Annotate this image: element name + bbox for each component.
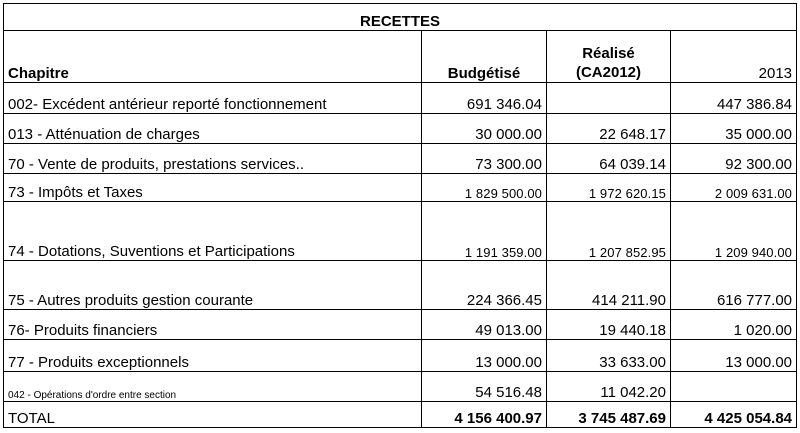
cell-budgetise: 73 300.00 (422, 144, 547, 174)
recettes-table (3, 3, 797, 428)
total-label: TOTAL (4, 402, 422, 428)
table-row (4, 372, 797, 402)
total-realise: 3 745 487.69 (547, 402, 671, 428)
cell-year: 35 000.00 (671, 114, 797, 144)
cell-budgetise: 13 000.00 (422, 340, 547, 372)
row-label: 77 - Produits exceptionnels (4, 340, 422, 372)
cell-budgetise: 49 013.00 (422, 310, 547, 340)
cell-realise: 64 039.14 (547, 144, 671, 174)
cell-year: 92 300.00 (671, 144, 797, 174)
cell-realise: 414 211.90 (547, 261, 671, 310)
cell-budgetise: 691 346.04 (422, 83, 547, 114)
table-title: RECETTES (4, 4, 797, 31)
total-budgetise: 4 156 400.97 (422, 402, 547, 428)
cell-year: 13 000.00 (671, 340, 797, 372)
cell-budgetise: 54 516.48 (422, 372, 547, 402)
cell-budgetise: 1 191 359.00 (422, 202, 547, 261)
total-row (4, 402, 797, 428)
cell-year: 2 009 631.00 (671, 174, 797, 202)
cell-year: 447 386.84 (671, 83, 797, 114)
header-budgetise: Budgétisé (422, 31, 547, 83)
cell-realise: 1 207 852.95 (547, 202, 671, 261)
table-row (4, 114, 797, 144)
cell-year: 616 777.00 (671, 261, 797, 310)
cell-realise: 19 440.18 (547, 310, 671, 340)
header-realise-line1: Réalisé (582, 45, 635, 62)
table-row (4, 340, 797, 372)
cell-year: 1 209 940.00 (671, 202, 797, 261)
table-row (4, 144, 797, 174)
total-year: 4 425 054.84 (671, 402, 797, 428)
header-year: 2013 (671, 31, 797, 83)
cell-realise (547, 83, 671, 114)
header-chapitre: Chapitre (4, 31, 422, 83)
cell-realise: 33 633.00 (547, 340, 671, 372)
table-row (4, 310, 797, 340)
cell-budgetise: 224 366.45 (422, 261, 547, 310)
header-row (4, 31, 797, 83)
table-row (4, 261, 797, 310)
cell-realise: 1 972 620.15 (547, 174, 671, 202)
header-realise-line2: (CA2012) (575, 64, 642, 81)
cell-realise: 11 042.20 (547, 372, 671, 402)
cell-year (671, 372, 797, 402)
row-label: 76- Produits financiers (4, 310, 422, 340)
row-label: 75 - Autres produits gestion courante (4, 261, 422, 310)
row-label: 73 - Impôts et Taxes (4, 174, 422, 202)
table-row (4, 202, 797, 261)
table-row (4, 174, 797, 202)
cell-year: 1 020.00 (671, 310, 797, 340)
row-label: 042 - Opérations d'ordre entre section (4, 372, 422, 402)
row-label: 70 - Vente de produits, prestations services.. (4, 144, 422, 174)
table-row (4, 83, 797, 114)
title-row (4, 4, 797, 31)
row-label: 74 - Dotations, Suventions et Participations (4, 202, 422, 261)
cell-realise: 22 648.17 (547, 114, 671, 144)
row-label: 002- Excédent antérieur reporté fonctionnement (4, 83, 422, 114)
cell-budgetise: 1 829 500.00 (422, 174, 547, 202)
row-label: 013 - Atténuation de charges (4, 114, 422, 144)
cell-budgetise: 30 000.00 (422, 114, 547, 144)
header-realise (547, 31, 671, 83)
